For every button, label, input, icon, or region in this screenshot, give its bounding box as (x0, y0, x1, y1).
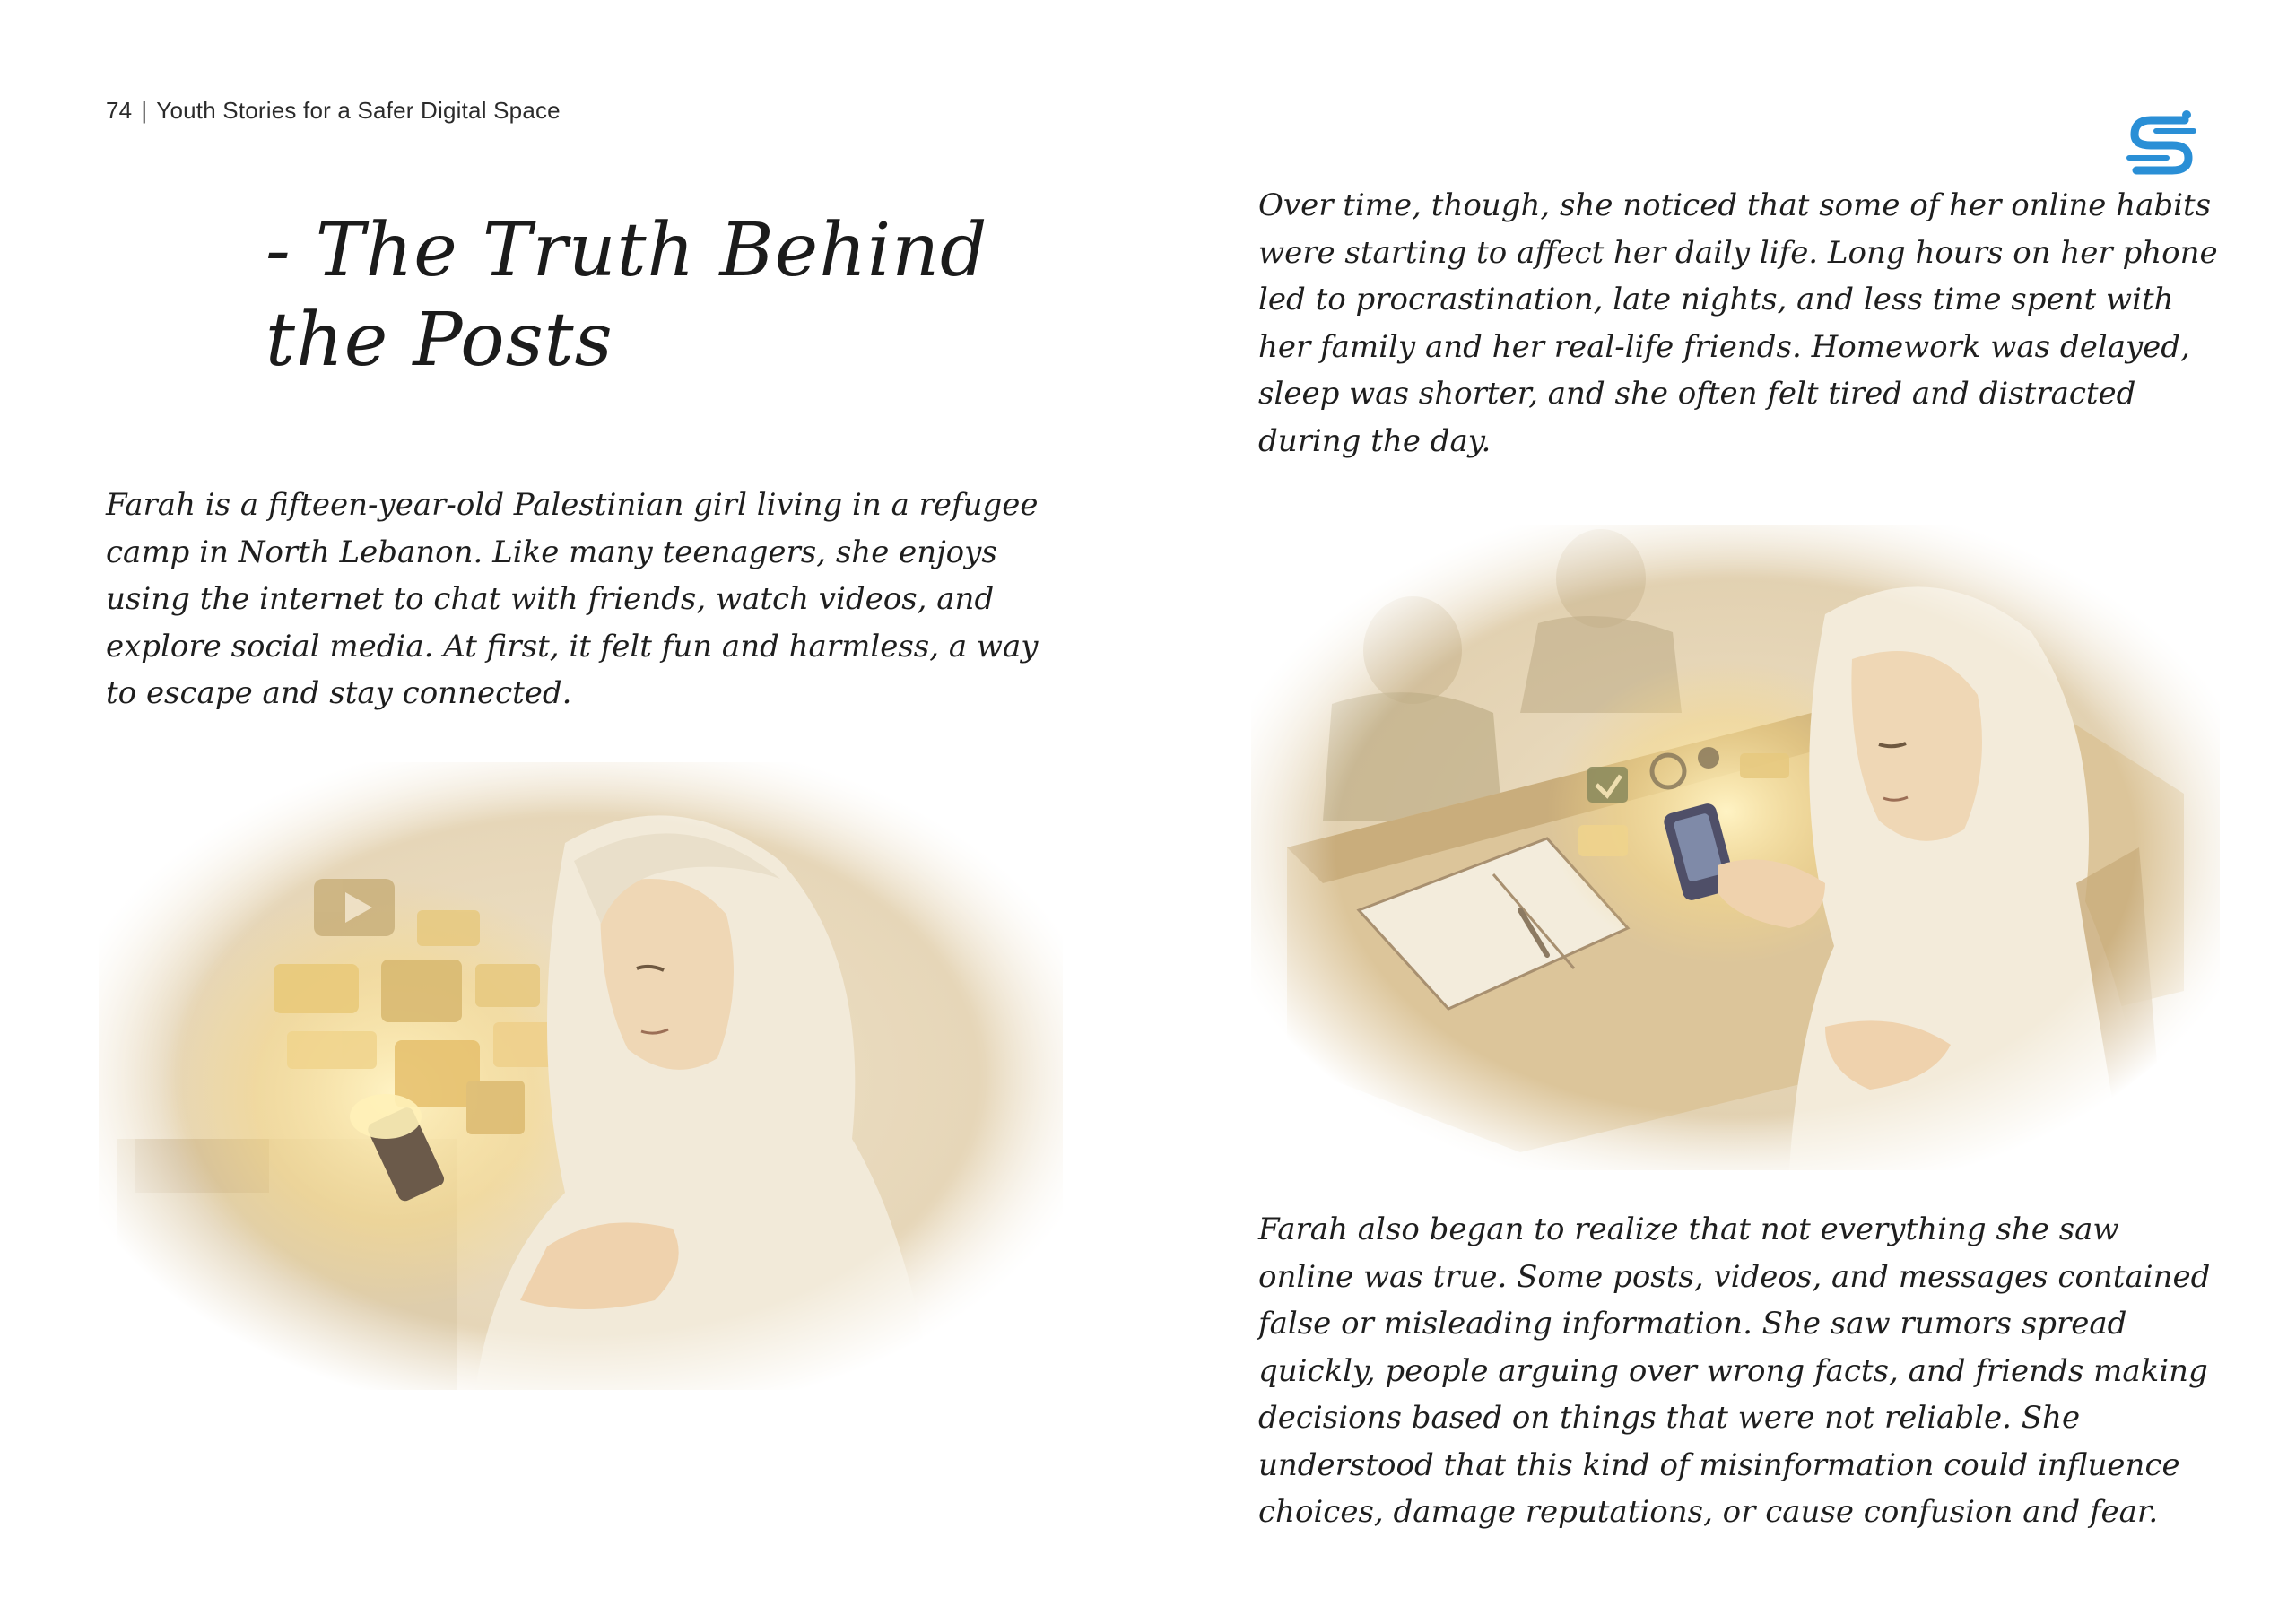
publisher-logo-icon (2124, 109, 2199, 179)
page-number: 74 (106, 97, 133, 124)
running-header (106, 97, 561, 125)
book-title: Youth Stories for a Safer Digital Space (156, 97, 561, 124)
header-separator: | (141, 97, 148, 124)
misinformation-paragraph: Farah also began to realize that not everything she saw online was true. Some posts, videos, and messages contained false or misleading information. She saw rumors spread quickly, people arguing over wrong facts, and friends making decisions based on things that were not reliable. She understood that this kind of misinformation could influence choices, damage reputations, or cause confusion and fear. (1258, 1211, 2211, 1530)
illustration-girl-at-desk (1251, 525, 2220, 1170)
habits-paragraph: Over time, though, she noticed that some of her online habits were starting to affect her daily life. Long hours on her phone led to procrastination, late nights, and less time spent with her family and her real-life friends. Homework was delayed, sleep was shorter, and she often felt tired and distracted during the day. (1258, 187, 2218, 459)
intro-paragraph: Farah is a fifteen-year-old Palestinian girl living in a refugee camp in North Lebanon. Like many teenagers, she enjoys using the internet to chat with friends, watch videos, and explore social media. At first, it felt fun and harmless, a way to escape and stay connected. (106, 487, 1039, 711)
chapter-title: - The Truth Behind the Posts (265, 208, 988, 383)
illustration-girl-with-phone (99, 762, 1063, 1390)
